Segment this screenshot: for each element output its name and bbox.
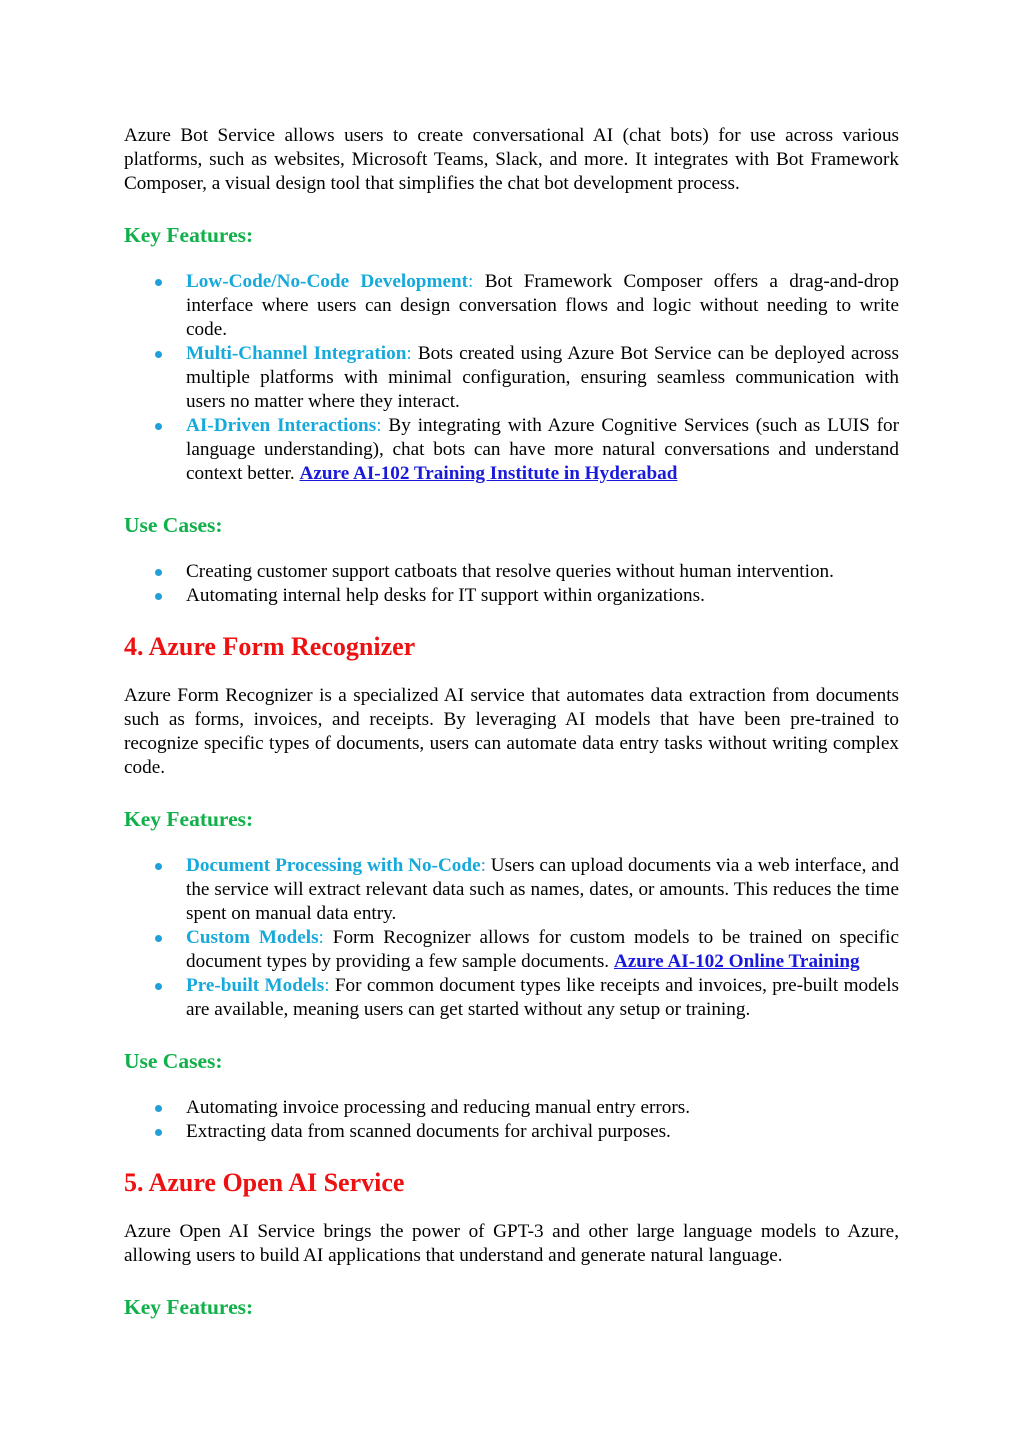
bot-key-features-heading: Key Features:	[124, 223, 254, 247]
bot-service-intro: Azure Bot Service allows users to create conversational AI (chat bots) for use across various platforms, such as websites, Microsoft Teams, Slack, and more. It integrates with Bot Framework Composer, a visual design tool that simplifies the chat bot development process.	[124, 125, 899, 194]
list-item: Document Processing with No-Code: Users can upload documents via a web interface, and the service will extract relevant data such as names, dates, or amounts. This reduces the time spent on manual data entry.	[124, 854, 899, 926]
feature-text: Form Recognizer allows for custom models to be trained on specific document types by providing a few sample documents.	[186, 927, 900, 972]
list-item: Multi-Channel Integration: Bots created using Azure Bot Service can be deployed across multiple platforms with minimal configuration, ensuring seamless communication with users no matter where they interact.	[124, 342, 899, 414]
bullet-dot-icon	[155, 569, 162, 576]
form-use-cases-heading: Use Cases:	[124, 1049, 223, 1073]
feature-term: Pre-built Models	[186, 975, 325, 996]
form-features-list	[124, 854, 899, 1022]
open-ai-key-features-heading: Key Features:	[124, 1295, 254, 1319]
feature-term: Multi-Channel Integration	[186, 343, 407, 364]
list-item: Low-Code/No-Code Development: Bot Framework Composer offers a drag-and-drop interface where users can design conversation flows and logic without needing to write code.	[124, 270, 899, 342]
feature-term: Document Processing with No-Code	[186, 855, 481, 876]
bullet-dot-icon	[155, 935, 162, 942]
open-ai-heading: 5. Azure Open AI Service	[124, 1168, 405, 1197]
bullet-dot-icon	[155, 279, 162, 286]
feature-text: By integrating with Azure Cognitive Services (such as LUIS for language understanding), chat bots can have more natural conversations and understand context better.	[186, 415, 899, 484]
open-ai-intro: Azure Open AI Service brings the power of GPT-3 and other large language models to Azure, allowing users to build AI applications that understand and generate natural language.	[124, 1221, 899, 1266]
feature-text: Bot Framework Composer offers a drag-and-drop interface where users can design conversation flows and logic without needing to write code.	[186, 271, 899, 340]
feature-text: Bots created using Azure Bot Service can be deployed across multiple platforms with minimal configuration, ensuring seamless communication with users no matter where they interact.	[186, 343, 899, 412]
bullet-dot-icon	[155, 1129, 162, 1136]
list-item: AI-Driven Interactions: By integrating with Azure Cognitive Services (such as LUIS for language understanding), chat bots can have more natural conversations and understand context better. Azure AI-102 Training Institute in Hyderabad	[124, 414, 899, 486]
bullet-dot-icon	[155, 351, 162, 358]
list-item: Automating internal help desks for IT support within organizations.	[124, 584, 899, 608]
bullet-dot-icon	[155, 863, 162, 870]
feature-term: Custom Models	[186, 927, 319, 948]
feature-text: Users can upload documents via a web interface, and the service will extract relevant data such as names, dates, or amounts. This reduces the time spent on manual data entry.	[186, 855, 899, 924]
list-item: Extracting data from scanned documents for archival purposes.	[124, 1120, 899, 1144]
list-item: Creating customer support catboats that resolve queries without human intervention.	[124, 560, 899, 584]
feature-text: For common document types like receipts and invoices, pre-built models are available, meaning users can get started without any setup or training.	[186, 975, 899, 1020]
form-use-cases-list	[124, 1096, 899, 1144]
bot-features-list	[124, 270, 899, 486]
list-item: Pre-built Models: For common document types like receipts and invoices, pre-built models are available, meaning users can get started without any setup or training.	[124, 974, 899, 1022]
form-recognizer-heading: 4. Azure Form Recognizer	[124, 632, 416, 661]
document-page	[124, 124, 899, 1320]
bullet-dot-icon	[155, 983, 162, 990]
list-item: Automating invoice processing and reducing manual entry errors.	[124, 1096, 899, 1120]
bullet-dot-icon	[155, 1105, 162, 1112]
bullet-dot-icon	[155, 593, 162, 600]
bullet-dot-icon	[155, 423, 162, 430]
online-training-link[interactable]: Azure AI-102 Online Training	[613, 951, 860, 972]
bot-use-cases-heading: Use Cases:	[124, 513, 223, 537]
form-recognizer-intro: Azure Form Recognizer is a specialized AI service that automates data extraction from documents such as forms, invoices, and receipts. By leveraging AI models that have been pre-trained to recognize specific types of documents, users can automate data entry tasks without writing complex code.	[124, 685, 899, 778]
bot-use-cases-list	[124, 560, 899, 608]
feature-term: AI-Driven Interactions	[186, 415, 377, 436]
form-key-features-heading: Key Features:	[124, 807, 254, 831]
training-institute-link[interactable]: Azure AI-102 Training Institute in Hyderabad	[299, 463, 678, 484]
feature-term: Low-Code/No-Code Development	[186, 271, 469, 292]
list-item: Custom Models: Form Recognizer allows for custom models to be trained on specific document types by providing a few sample documents. Azure AI-102 Online Training	[124, 926, 899, 974]
